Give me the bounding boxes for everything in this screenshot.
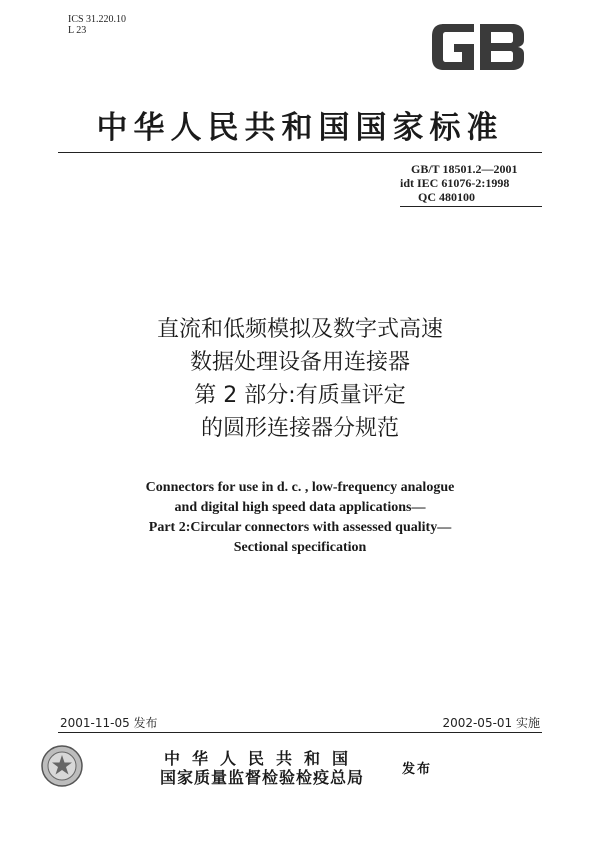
idt-reference: idt IEC 61076-2:1998 <box>400 176 510 190</box>
publish-label: 发布 <box>402 762 433 777</box>
chinese-title-line-2: 数据处理设备用连接器 <box>189 350 410 375</box>
ics-code: ICS 31.220.10 <box>68 14 127 25</box>
english-title-line-3: Part 2:Circular connectors with assessed quality— <box>148 520 452 535</box>
chinese-title-line-3: 第 2 部分:有质量评定 <box>194 383 406 408</box>
chinese-title-line-1: 直流和低频模拟及数字式高速 <box>156 317 443 342</box>
english-title-line-1: Connectors for use in d. c. , low-frequency analogue <box>145 480 455 495</box>
issue-date: 2001-11-05 发布 <box>60 716 158 730</box>
english-title <box>0 478 600 558</box>
national-emblem-icon <box>40 744 84 788</box>
footer-divider <box>58 732 542 733</box>
issuing-authority <box>160 750 364 788</box>
standard-codes <box>400 162 517 204</box>
classification-block <box>68 14 126 36</box>
issuer-country: 中华人民共和国 <box>164 749 361 768</box>
issuer-agency: 国家质量监督检验检疫总局 <box>160 768 365 787</box>
english-title-line-4: Sectional specification <box>233 540 367 555</box>
qc-reference: QC 480100 <box>418 190 475 204</box>
english-title-line-2: and digital high speed data applications— <box>174 500 426 515</box>
standard-type-title: 中华人民共和国国家标准 <box>96 110 504 146</box>
gb-logo-icon <box>428 18 528 76</box>
chinese-title-line-4: 的圆形连接器分规范 <box>200 416 399 441</box>
codes-divider <box>400 206 542 207</box>
header-divider <box>58 152 542 153</box>
implementation-date: 2002-05-01 实施 <box>442 716 540 730</box>
gb-standard-number: GB/T 18501.2—2001 <box>411 162 518 176</box>
chinese-title <box>0 313 600 445</box>
ccs-code: L 23 <box>68 25 87 36</box>
